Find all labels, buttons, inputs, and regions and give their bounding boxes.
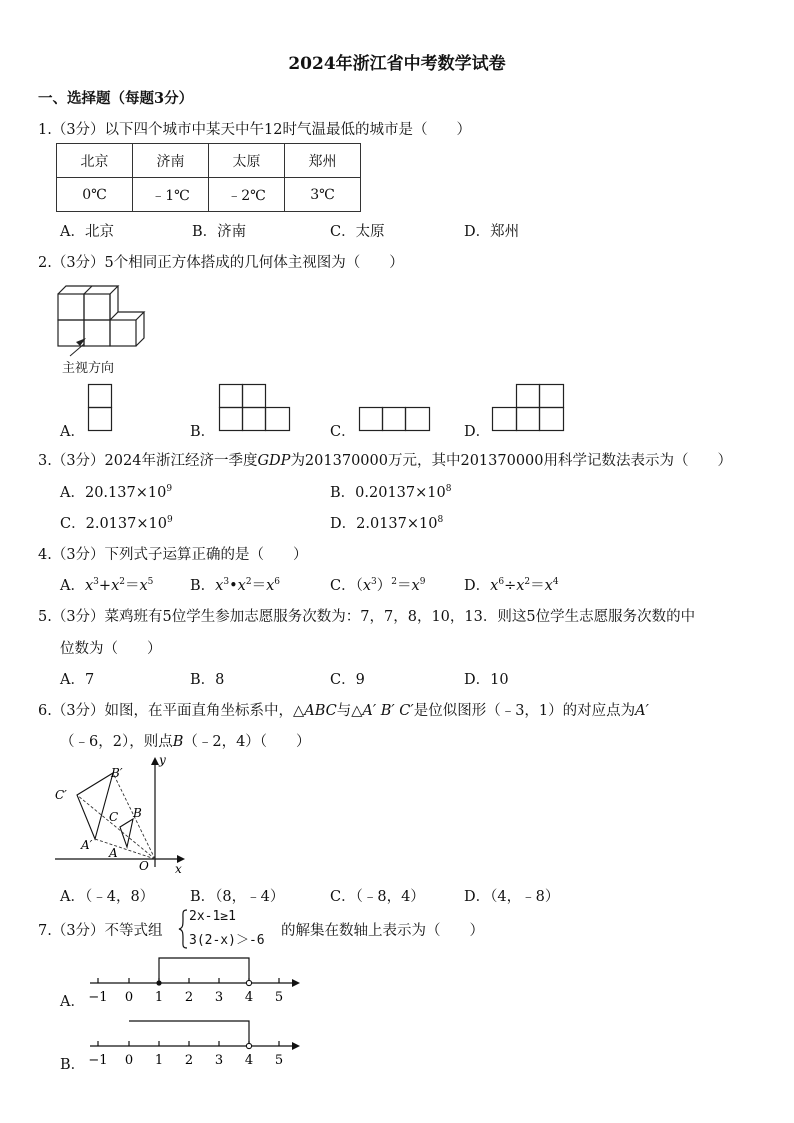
tick-label: 2 xyxy=(184,1053,194,1068)
option-c: C．（﹣8，4） xyxy=(330,889,425,905)
option-d-view xyxy=(492,384,566,432)
option-a: A．$20.137\times 10^9$ xyxy=(60,484,173,501)
option-d: D．10 xyxy=(464,672,509,688)
point-a-prime-label: A′ xyxy=(81,838,93,852)
point-a-label: A xyxy=(109,846,118,860)
option-c: C．太原 xyxy=(330,224,385,240)
table-cell: ﹣1℃ xyxy=(133,178,209,212)
tick-label: 5 xyxy=(274,990,284,1005)
option-d: D．（4，﹣8） xyxy=(464,889,560,905)
option-b: B．8 xyxy=(190,672,225,688)
option-a: A．$x^3+x^2=x^5$ xyxy=(60,577,154,594)
tick-label: −1 xyxy=(88,1053,108,1068)
option-d: D．郑州 xyxy=(464,224,520,240)
section-heading: 一、选择题（每题3分） xyxy=(38,90,194,107)
tick-label: 0 xyxy=(124,990,134,1005)
tick-label: 4 xyxy=(244,990,254,1005)
option-a: A．7 xyxy=(60,672,95,688)
question-3-stem: 3.（3分）2024年浙江经济一季度GDP为201370000万元，其中201370000用科学记数法表示为（ ） xyxy=(38,453,732,469)
option-c: C．9 xyxy=(330,672,365,688)
inequality-2: 3(2-x)＞-6 xyxy=(189,933,265,948)
inequality-1: 2x-1≥1 xyxy=(189,909,236,924)
option-d: D． xyxy=(464,424,491,440)
table-header-cell: 北京 xyxy=(57,144,133,178)
temperature-table xyxy=(56,143,361,212)
tick-label: −1 xyxy=(88,990,108,1005)
tick-label: 1 xyxy=(154,990,164,1005)
option-b: B． xyxy=(60,1057,86,1073)
number-line-b xyxy=(88,1018,308,1068)
table-cell: 0℃ xyxy=(57,178,133,212)
tick-label: 3 xyxy=(214,1053,224,1068)
table-cell: ﹣2℃ xyxy=(209,178,285,212)
question-6-stem-line2: （﹣6，2），则点B（﹣2，4）（ ） xyxy=(60,734,311,750)
cube-stack-figure xyxy=(56,280,156,360)
page-title: 2024年浙江省中考数学试卷 xyxy=(288,54,506,74)
x-axis-label: x xyxy=(175,862,182,876)
option-b: B．济南 xyxy=(192,224,247,240)
tick-label: 3 xyxy=(214,990,224,1005)
tick-label: 5 xyxy=(274,1053,284,1068)
option-b: B．（8，﹣4） xyxy=(190,889,285,905)
option-b: B． xyxy=(190,424,216,440)
question-7-stem-pre: 7.（3分）不等式组 xyxy=(38,923,163,939)
option-a: A．北京 xyxy=(60,224,114,240)
question-1-stem: 1.（3分）以下四个城市中某天中午12时气温最低的城市是（ ） xyxy=(38,122,472,138)
option-a: A．（﹣4，8） xyxy=(60,889,155,905)
tick-label: 1 xyxy=(154,1053,164,1068)
inequality-brace xyxy=(178,909,188,949)
tick-label: 2 xyxy=(184,990,194,1005)
question-7-stem-post: 的解集在数轴上表示为（ ） xyxy=(281,923,484,939)
origin-label: O xyxy=(139,859,149,873)
option-b: B．$x^3•x^2=x^6$ xyxy=(190,577,280,594)
point-c-prime-label: C′ xyxy=(55,788,67,802)
question-5-stem-line2: 位数为（ ） xyxy=(60,641,162,657)
number-line-a xyxy=(88,955,308,1005)
point-b-prime-label: B′ xyxy=(111,766,123,780)
option-c-view xyxy=(359,407,431,432)
option-a: A． xyxy=(60,994,85,1010)
option-a: A． xyxy=(60,424,85,440)
option-c: C． xyxy=(330,424,356,440)
point-c-label: C xyxy=(109,810,119,824)
option-d: D．$x^6\div x^2=x^4$ xyxy=(464,577,559,594)
question-6-stem-line1: 6.（3分）如图，在平面直角坐标系中，△ABC与△A′ B′ C′是位似图形（﹣3，1）的对应点为A′ xyxy=(38,703,649,719)
point-b-label: B xyxy=(133,806,142,820)
option-b: B．$0.20137\times 10^8$ xyxy=(330,484,452,501)
option-a-view xyxy=(88,384,112,432)
table-cell: 3℃ xyxy=(285,178,361,212)
homothety-figure xyxy=(55,753,195,876)
table-header-cell: 郑州 xyxy=(285,144,361,178)
option-c: C．$(x^3)^2=x^9$ xyxy=(330,577,426,594)
question-5-stem-line1: 5.（3分）菜鸡班有5位学生参加志愿服务次数为：7，7，8，10，13．则这5位学生志愿服务次数的中 xyxy=(38,609,696,625)
tick-label: 0 xyxy=(124,1053,134,1068)
option-d: D．$2.0137\times 10^8$ xyxy=(330,515,444,532)
option-b-view xyxy=(219,384,291,432)
question-4-stem: 4.（3分）下列式子运算正确的是（ ） xyxy=(38,547,308,563)
tick-label: 4 xyxy=(244,1053,254,1068)
y-axis-label: y xyxy=(159,753,166,767)
question-2-stem: 2.（3分）5个相同正方体搭成的几何体主视图为（ ） xyxy=(38,255,404,271)
view-direction-label: 主视方向 xyxy=(62,361,115,376)
table-header-cell: 济南 xyxy=(133,144,209,178)
table-header-cell: 太原 xyxy=(209,144,285,178)
option-c: C．$2.0137\times 10^9$ xyxy=(60,515,173,532)
